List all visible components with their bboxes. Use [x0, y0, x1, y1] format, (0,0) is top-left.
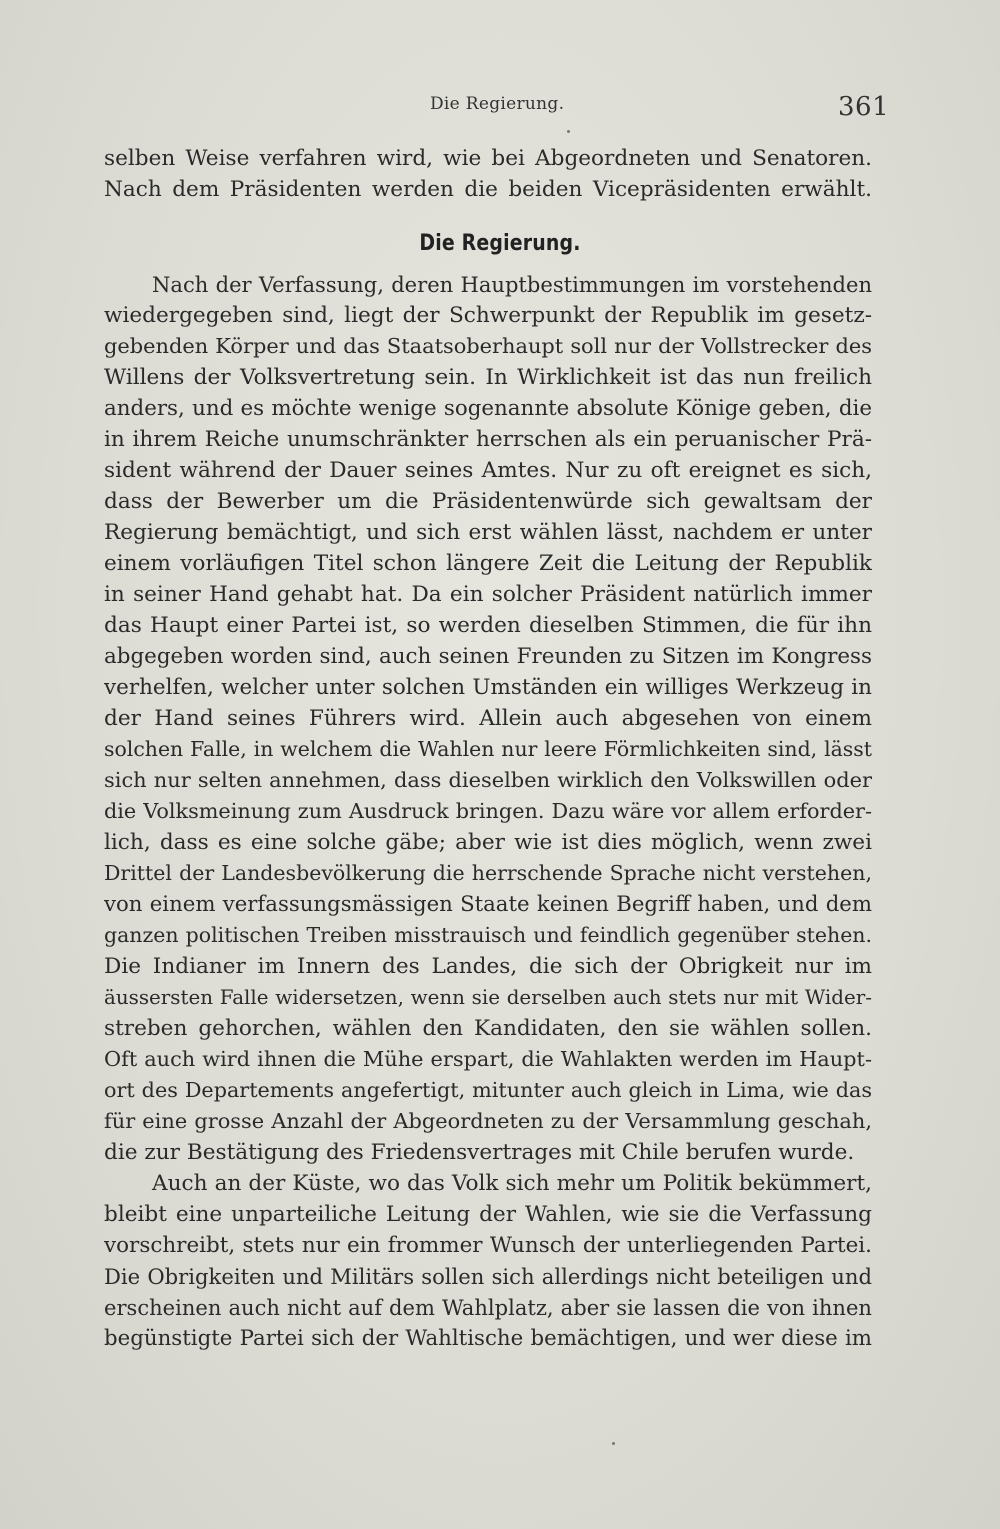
text-line: der Hand seines Führers wird. Allein auch abgesehen von einem: [104, 706, 872, 731]
text-line: verhelfen, welcher unter solchen Umständen ein williges Werkzeug in: [104, 675, 872, 700]
text-line: das Haupt einer Partei ist, so werden dieselben Stimmen, die für ihn: [104, 613, 872, 638]
text-line: streben gehorchen, wählen den Kandidaten, den sie wählen sollen.: [104, 1016, 872, 1041]
paragraph-2: [104, 1168, 872, 1354]
paragraph-continued: [104, 143, 872, 205]
text-line: in ihrem Reiche unumschränkter herrschen als ein peruanischer Prä-: [104, 427, 872, 452]
text-line: Die Indianer im Innern des Landes, die sich der Obrigkeit nur im: [104, 954, 872, 979]
text-line: ort des Departements angefertigt, mitunter auch gleich in Lima, wie das: [104, 1078, 872, 1102]
text-line: Oft auch wird ihnen die Mühe erspart, die Wahlakten werden im Haupt-: [104, 1047, 872, 1071]
text-line: die Volksmeinung zum Ausdruck bringen. Dazu wäre vor allem erforder-: [104, 799, 872, 823]
text-line: anders, und es möchte wenige sogenannte absolute Könige geben, die: [104, 396, 872, 421]
text-line: lich, dass es eine solche gäbe; aber wie ist dies möglich, wenn zwei: [104, 830, 872, 855]
text-line: Willens der Volksvertretung sein. In Wirklichkeit ist das nun freilich: [104, 365, 872, 390]
print-speck: [612, 1442, 615, 1445]
text-line: Regierung bemächtigt, und sich erst wählen lässt, nachdem er unter: [104, 520, 872, 545]
text-line: Auch an der Küste, wo das Volk sich mehr um Politik bekümmert,: [152, 1171, 872, 1196]
text-line: für eine grosse Anzahl der Abgeordneten zu der Versammlung geschah,: [104, 1109, 872, 1133]
text-line: die zur Bestätigung des Friedensvertrages mit Chile berufen wurde.: [104, 1140, 855, 1165]
paragraph-1: [104, 269, 872, 1168]
section-heading: Die Regierung.: [419, 231, 581, 256]
text-line: begünstigte Partei sich der Wahltische bemächtigen, und wer diese im: [104, 1326, 872, 1351]
text-line: selben Weise verfahren wird, wie bei Abgeordneten und Senatoren.: [104, 146, 872, 171]
text-line: abgegeben worden sind, auch seinen Freunden zu Sitzen im Kongress: [104, 644, 872, 669]
text-line: sident während der Dauer seines Amtes. Nur zu oft ereignet es sich,: [104, 458, 872, 483]
text-line: vorschreibt, stets nur ein frommer Wunsch der unterliegenden Partei.: [104, 1233, 872, 1258]
text-line: wiedergegeben sind, liegt der Schwerpunkt der Republik im gesetz-: [104, 303, 872, 328]
text-line: bleibt eine unparteiliche Leitung der Wahlen, wie sie die Verfassung: [104, 1202, 872, 1227]
text-line: Drittel der Landesbevölkerung die herrschende Sprache nicht verstehen,: [104, 861, 872, 885]
text-line: gebenden Körper und das Staatsoberhaupt soll nur der Vollstrecker des: [104, 334, 872, 358]
page-number: 361: [838, 92, 890, 122]
text-line: einem vorläufigen Titel schon längere Zeit die Leitung der Republik: [104, 551, 872, 576]
text-line: sich nur selten annehmen, dass dieselben wirklich den Volkswillen oder: [104, 768, 872, 792]
print-speck: [567, 130, 570, 133]
text-line: dass der Bewerber um die Präsidentenwürde sich gewaltsam der: [104, 489, 872, 514]
running-head: Die Regierung.: [430, 94, 565, 114]
text-line: äussersten Falle widersetzen, wenn sie derselben auch stets nur mit Wider-: [104, 986, 872, 1009]
text-line: ganzen politischen Treiben misstrauisch und feindlich gegenüber stehen.: [104, 923, 872, 947]
text-line: erscheinen auch nicht auf dem Wahlplatz, aber sie lassen die von ihnen: [104, 1295, 872, 1320]
text-line: in seiner Hand gehabt hat. Da ein solcher Präsident natürlich immer: [104, 582, 872, 607]
text-line: Die Obrigkeiten und Militärs sollen sich allerdings nicht beteiligen und: [104, 1264, 872, 1289]
text-line: Nach dem Präsidenten werden die beiden Vicepräsidenten erwählt.: [104, 177, 872, 202]
text-line: solchen Falle, in welchem die Wahlen nur leere Förmlichkeiten sind, lässt: [104, 737, 872, 761]
text-line: von einem verfassungsmässigen Staate keinen Begriff haben, und dem: [104, 892, 872, 917]
text-line: Nach der Verfassung, deren Hauptbestimmungen im vorstehenden: [152, 272, 872, 297]
